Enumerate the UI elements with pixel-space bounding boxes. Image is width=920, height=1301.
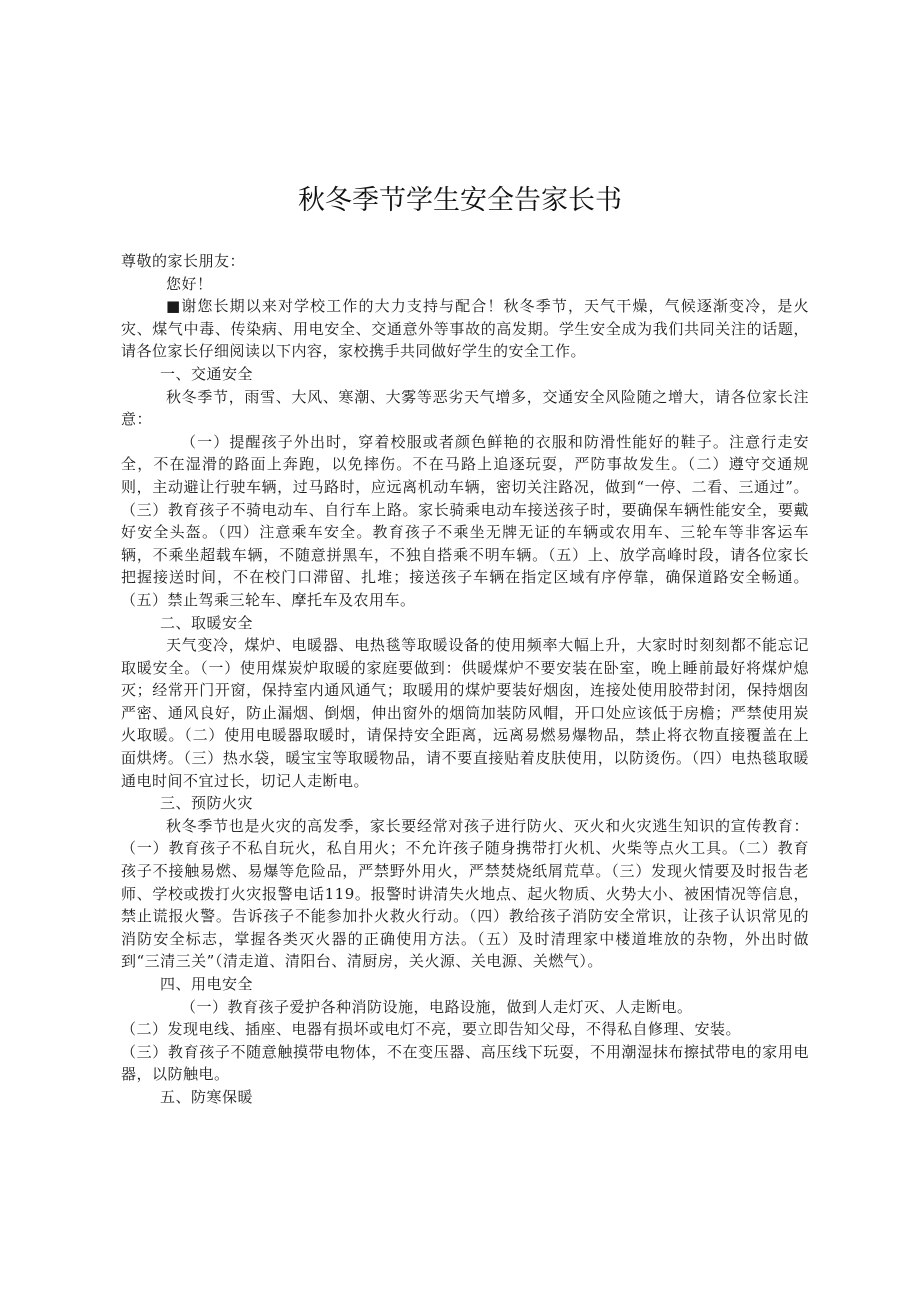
document-body [121,250,809,1109]
traffic-paragraph-intro: 秋冬季节，雨雪、大风、寒潮、大雾等恶劣天气增多，交通安全风险随之增大，请各位家长注意： [121,387,809,429]
section-heading-cold: 五、防寒保暖 [160,1087,254,1106]
section-heading-traffic: 一、交通安全 [160,364,254,383]
traffic-paragraph-rules: （一）提醒孩子外出时，穿着校服或者颜色鲜艳的衣服和防滑性能好的鞋子。注意行走安全，不在湿滑的路面上奔跑，以免摔伤。不在马路上追逐玩耍，严防事故发生。（二）遵守交通规则，主动避让行驶车辆，过马路时，应远离机动车辆，密切关注路况，做到“一停、二看、三通过”。（三）教育孩子不骑电动车、自行车上路。家长骑乘电动车接送孩子时，要确保车辆性能安全，要戴好安全头盔。（四）注意乘车安全。教育孩子不乘坐无牌无证的车辆或农用车、三轮车等非客运车辆，不乘坐超载车辆，不随意拼黑车，不独自搭乘不明车辆。（五）上、放学高峰时段，请各位家长把握接送时间，不在校门口滞留、扎堆；接送孩子车辆在指定区域有序停靠，确保道路安全畅通。（五）禁止驾乘三轮车、摩托车及农用车。 [121,432,809,609]
section-heading-fire: 三、预防火灾 [160,794,254,813]
electric-item-2: （二）发现电线、插座、电器有损坏或电灯不亮，要立即告知父母，不得私自修理、安装。 [121,1020,742,1039]
heating-paragraph: 天气变冷，煤炉、电暖器、电热毯等取暖设备的使用频率大幅上升，大家时时刻刻都不能忘记取暖安全。（一）使用煤炭炉取暖的家庭要做到：供暖煤炉不要安装在卧室，晚上睡前最好将煤炉熄灭；经常开门开窗，保持室内通风通气；取暖用的煤炉要装好烟囱，连接处使用胶带封闭，保持烟囱严密、通风良好，防止漏烟、倒烟，伸出窗外的烟筒加装防风帽，开口处应该低于房檐；严禁使用炭火取暖。（二）使用电暖器取暖时，请保持安全距离，远离易燃易爆物品，禁止将衣物直接覆盖在上面烘烤。（三）热水袋，暖宝宝等取暖物品，请不要直接贴着皮肤使用，以防烫伤。（四）电热毯取暖通电时间不宜过长，切记人走断电。 [121,636,809,790]
section-heading-electric: 四、用电安全 [160,975,254,993]
electric-item-1: （一）教育孩子爱护各种消防设施，电路设施，做到人走灯灭、人走断电。 [181,997,693,1016]
salutation: 尊敬的家长朋友： [121,252,246,270]
electric-item-3: （三）教育孩子不随意触摸带电物体，不在变压器、高压线下玩耍，不用潮湿抹布擦拭带电的家用电器，以防触电。 [121,1042,809,1084]
greeting: 您好！ [166,274,213,293]
intro-paragraph: ■谢您长期以来对学校工作的大力支持与配合！秋冬季节，天气干燥，气候逐渐变冷，是火灾、煤气中毒、传染病、用电安全、交通意外等事故的高发期。学生安全成为我们共同关注的话题，请各位家长仔细阅读以下内容，家校携手共同做好学生的安全工作。 [121,297,809,361]
document-title: 秋冬季节学生安全告家长书 [298,185,622,216]
fire-paragraph: 秋冬季节也是火灾的高发季，家长要经常对孩子进行防火、灭火和火灾逃生知识的宣传教育：（一）教育孩子不私自玩火，私自用火；不允许孩子随身携带打火机、火柴等点火工具。（二）教育孩子不接触易燃、易爆等危险品，严禁野外用火，严禁焚烧纸屑荒草。（三）发现火情要及时报告老师、学校或拨打火灾报警电话119。报警时讲清失火地点、起火物质、火势大小、被困情况等信息，禁止谎报火警。告诉孩子不能参加扑火救火行动。（四）教给孩子消防安全常识，让孩子认识常见的消防安全标志，掌握各类灭火器的正确使用方法。（五）及时清理家中楼道堆放的杂物，外出时做到“三清三关”（清走道、清阳台、清厨房，关火源、关电源、关燃气）。 [121,816,809,971]
section-heading-heating: 二、取暖安全 [160,613,254,632]
